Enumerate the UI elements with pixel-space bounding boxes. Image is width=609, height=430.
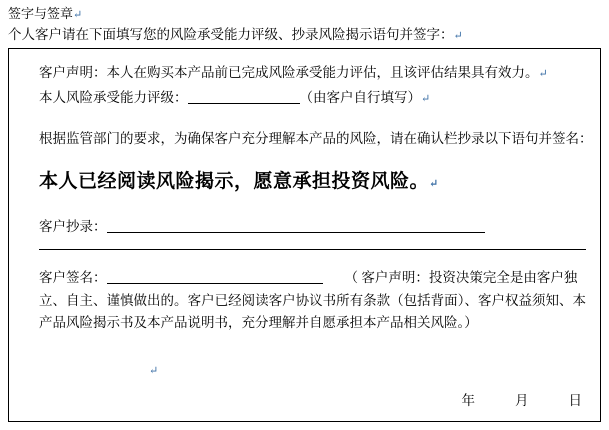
- signature-line: [39, 266, 586, 290]
- date-day-label[interactable]: 日: [568, 393, 582, 408]
- paragraph-mark-icon: ↵: [421, 93, 431, 105]
- signature-box: [8, 48, 601, 422]
- spacer: [39, 111, 586, 127]
- trailing-paragraph-mark: [149, 364, 158, 377]
- transcription-line: [39, 215, 586, 239]
- customer-declaration-text: 客户声明：本人在购买本产品前已完成风险承受能力评估，且该评估结果具有效力。: [39, 65, 539, 80]
- paragraph-mark-icon: ↵: [538, 68, 548, 80]
- instruction-subtitle: [8, 26, 463, 45]
- spacer: [39, 239, 586, 249]
- instruction-subtitle-text: 个人客户请在下面填写您的风险承受能力评级、抄录风险揭示语句并签字：: [8, 27, 454, 42]
- signature-box-content: [39, 61, 593, 334]
- page-title-text: 签字与签章: [8, 6, 74, 21]
- customer-declaration-line: [39, 61, 586, 86]
- spacer: [39, 199, 586, 215]
- paragraph-mark-icon: ↵: [149, 365, 159, 377]
- spacer: [39, 250, 586, 266]
- risk-rating-label: 本人风险承受能力评级：: [39, 90, 188, 105]
- signature-label: 客户签名：: [39, 270, 107, 285]
- signature-note-open: （ 客户声明：投资决策完全是由客户独: [344, 270, 578, 285]
- risk-rating-line: [39, 86, 586, 111]
- paragraph-mark-icon: ↵: [453, 30, 463, 42]
- signature-input-blank[interactable]: [107, 269, 323, 284]
- risk-acknowledgement-statement: [39, 167, 586, 199]
- date-year-label[interactable]: 年: [461, 393, 475, 408]
- transcription-label: 客户抄录：: [39, 219, 107, 234]
- date-row: [462, 389, 583, 409]
- spacer: [39, 151, 586, 167]
- regulator-instruction-line: [39, 127, 593, 151]
- paragraph-mark-icon: ↵: [429, 178, 439, 190]
- date-month-label[interactable]: 月: [515, 393, 529, 408]
- transcription-input-blank[interactable]: [107, 218, 485, 233]
- paragraph-mark-icon: ↵: [73, 9, 83, 21]
- risk-acknowledgement-text: 本人已经阅读风险揭示，愿意承担投资风险。: [39, 171, 430, 192]
- signature-note-body: 立、自主、谨慎做出的。客户已经阅读客户协议书所有条款（包括背面）、客户权益须知、本产品风险揭示书及本产品说明书，充分理解并自愿承担本产品相关风险。）: [39, 293, 586, 330]
- risk-rating-hint: （由客户自行填写）: [299, 90, 421, 105]
- page-title: [8, 6, 82, 23]
- risk-rating-input-blank[interactable]: [188, 89, 300, 104]
- regulator-instruction-text: 根据监管部门的要求，为确保客户充分理解本产品的风险，请在确认栏抄录以下语句并签名：: [39, 131, 593, 146]
